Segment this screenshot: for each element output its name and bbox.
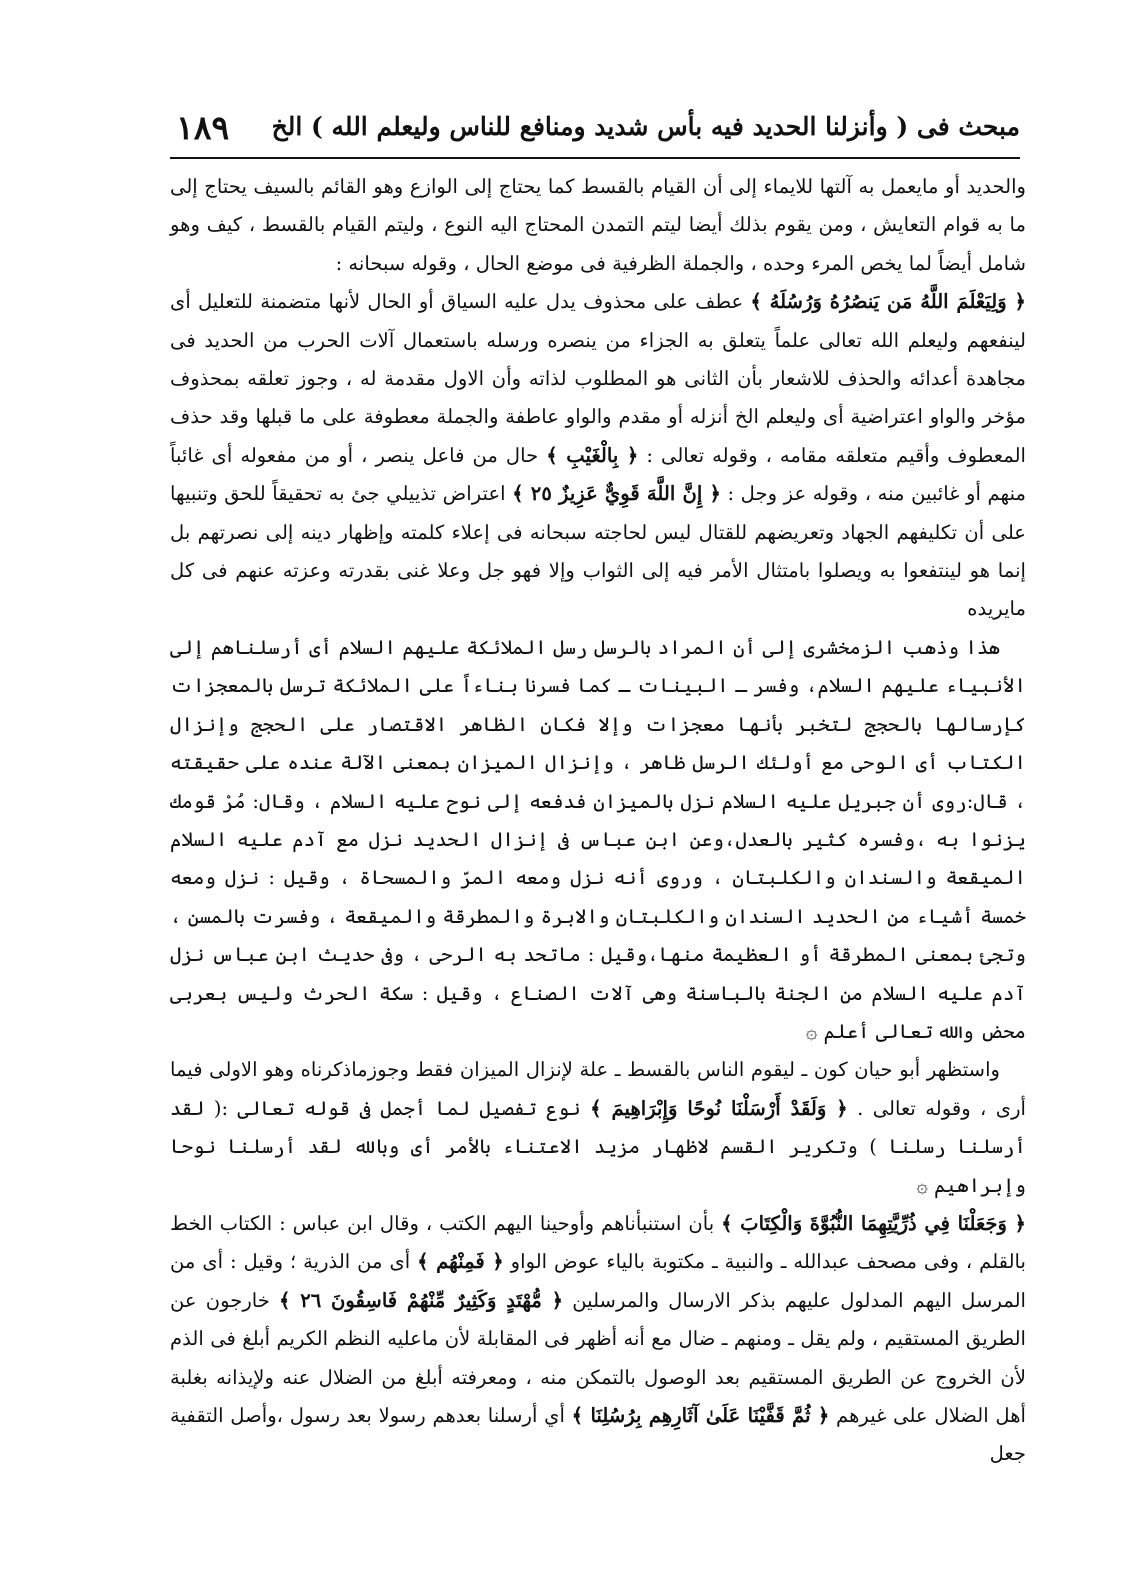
page-number: ١٨٩ [176, 108, 230, 147]
paragraph [170, 629, 1026, 1051]
quran-quote: ﴿ مُّهْتَدٍ وَكَثِيرٌ مِّنْهُمْ فَاسِقُونَ ٢٦ ﴾ [279, 1288, 564, 1312]
page-header [168, 108, 1020, 158]
quran-quote: ﴿ إِنَّ اللَّهَ قَوِيٌّ عَزِيزٌ ٢٥ ﴾ [512, 482, 721, 506]
commentary-text: عطف على محذوف يدل عليه السياق أو الحال لأنها متضمنة للتعليل أى لينفعهم وليعلم الله تعالى علماً يتعلق به الجزاء من ينصره ورسله باستعمال آلات الحرب من الحديد فى مجاهدة أعدائه والحذف للاشعار بأن الثانى هو المطلوب لذاته وأن الاول مقدمة له ، وجوز تعلقه بمحذوف مؤخر والواو اعتراضية أى وليعلم الخ أنزله أو مقدم والواو عاطفة والجملة معطوفة على ما قبلها وقد حذف المعطوف وأقيم متعلقه مقامه ، وقوله تعالى : [170, 290, 1026, 467]
commentary-text: هذا وذهب الزمخشرى إلى أن المراد بالرسل رسل الملائكة عليهم السلام أى أرسلناهم إلى الأنبياء عليهم السلام، وفسر ـ البينات ـ كما فسرنا بناءاً على الملائكة ترسل بالمعجزات كإرسالها بالحجج لتخبر بأنها معجزات وإلا فكان الظاهر الاقتصار على الحجج وإنزال الكتاب أى الوحى مع أولئك الرسل ظاهر ، وإنزال الميزان بمعنى الآلة عنده على حقيقته ، قال:روى أن جبريل عليه السلام نزل بالميزان فدفعه إلى نوح عليه السلام ، وقال: مُرْ قومك يزنوا به ،وفسره كثير بالعدل،وعن ابن عباس فى إنزال الحديد نزل مع آدم عليه السلام الميقعة والسندان والكلبتان ، وروى أنه نزل ومعه المرّ والمسحاة ، وقيل : نزل ومعه خمسة أشياء من الحديد السندان والكلبتان والابرة والمطرقة والميقعة ، وفسرت بالمسن ، وتجئ بمعنى المطرقة أو العظيمة منها،وقيل : ماتحد به الرحى ، وفى حديث ابن عباس نزل آدم عليه السلام من الجنة بالباسنة وهى آلات الصناع ، وقيل : سكة الحرث وليس بعربى محض والله تعالى أعلم ۞ [170, 635, 1026, 1043]
body-text [170, 168, 1026, 1474]
quran-quote: ﴿ وَلَقَدْ أَرْسَلْنَا نُوحًا وَإِبْرَاهِيمَ ﴾ [590, 1096, 848, 1120]
quran-quote: ﴿ ثُمَّ قَفَّيْنَا عَلَىٰ آثَارِهِم بِرُسُلِنَا ﴾ [571, 1404, 830, 1427]
quran-quote: ﴿ فَمِنْهُم ﴾ [417, 1250, 504, 1274]
quran-quote: ﴿ وَلِيَعْلَمَ اللَّهُ مَن يَنصُرُهُ وَرُسُلَهُ ﴾ [750, 290, 1026, 314]
paragraph [170, 1205, 1026, 1474]
commentary-text: أى من الذرية ؛ وقيل : أى من المرسل اليهم المدلول عليهم بذكر الارسال والمرسلين [170, 1250, 1026, 1312]
commentary-text: اعتراض تذييلي جئ به تحقيقاً للحق وتنبيها على أن تكليفهم الجهاد وتعريضهم للقتال ليس لحاجته سبحانه فى إعلاء كلمته وإظهار دينه إلى نصرتهم بل إنما هو لينتفعوا به ويصلوا بامتثال الأمر فيه إلى الثواب وإلا فهو جل وعلا غنى بقدرته وعزته عنهم فى كل مايريده [170, 482, 1026, 621]
commentary-text: والحديد أو مايعمل به آلتها للايماء إلى أن القيام بالقسط كما يحتاج إلى الوازع وهو القائم بالسيف يحتاج إلى ما به قوام التعايش ، ومن يقوم بذلك أيضا ليتم التمدن المحتاج اليه النوع ، وليتم القيام بالقسط ، كيف وهو شامل أيضاً لما يخص المرء وحده ، والجملة الظرفية فى موضع الحال ، وقوله سبحانه : [170, 175, 1026, 275]
paragraph [170, 1051, 1026, 1205]
quran-quote: ﴿ وَجَعَلْنَا فِي ذُرِّيَّتِهِمَا النُّبُوَّةَ وَالْكِتَابَ ﴾ [721, 1211, 1026, 1235]
running-head: مبحث فى ( وأنزلنا الحديد فيه بأس شديد ومنافع للناس وليعلم الله ) الخ [271, 112, 1020, 141]
header-rule [170, 157, 1020, 159]
commentary-text: حال من فاعل ينصر ، أو من مفعوله أى غائباً منهم أو غائبين منه ، وقوله عز وجل : [170, 443, 1026, 506]
paragraph [170, 283, 1026, 629]
paragraph [170, 168, 1026, 283]
commentary-text: أي أرسلنا بعدهم رسولا بعد رسول ،وأصل التقفية جعل [170, 1404, 1026, 1466]
commentary-text: بأن استنبأناهم وأوحينا اليهم الكتب ، وقال ابن عباس : الكتاب الخط بالقلم ، وفى مصحف عبدالله ـ والنبية ـ مكتوبة بالياء عوض الواو [170, 1211, 1026, 1274]
commentary-text: واستظهر أبو حيان كون ـ ليقوم الناس بالقسط ـ علة لإنزال الميزان فقط وجوزماذكرناه وهو الاولى فيما أرى ، وقوله تعالى . [170, 1058, 1026, 1120]
commentary-text: نوع تفصيل لما أجمل فى قوله تعالى :( لقد أرسلنا رسلنا ) وتكرير القسم لاظهار مزيد الاعتناء بالأمر أى وبالله لقد أرسلنا نوحا وإبراهيم ۞ [170, 1096, 1026, 1197]
quran-quote: ﴿ بِالْغَيْبِ ﴾ [546, 443, 639, 467]
commentary-text: خارجون عن الطريق المستقيم ، ولم يقل ـ ومنهم ـ ضال مع أنه أظهر فى المقابلة لأن ماعليه النظم الكريم أبلغ فى الذم لأن الخروج عن الطريق المستقيم بعد الوصول بالتمكن منه ، ومعرفته أبلغ من الضلال عنه ولإيذانه بغلبة أهل الضلال على غيرهم [170, 1288, 1026, 1427]
